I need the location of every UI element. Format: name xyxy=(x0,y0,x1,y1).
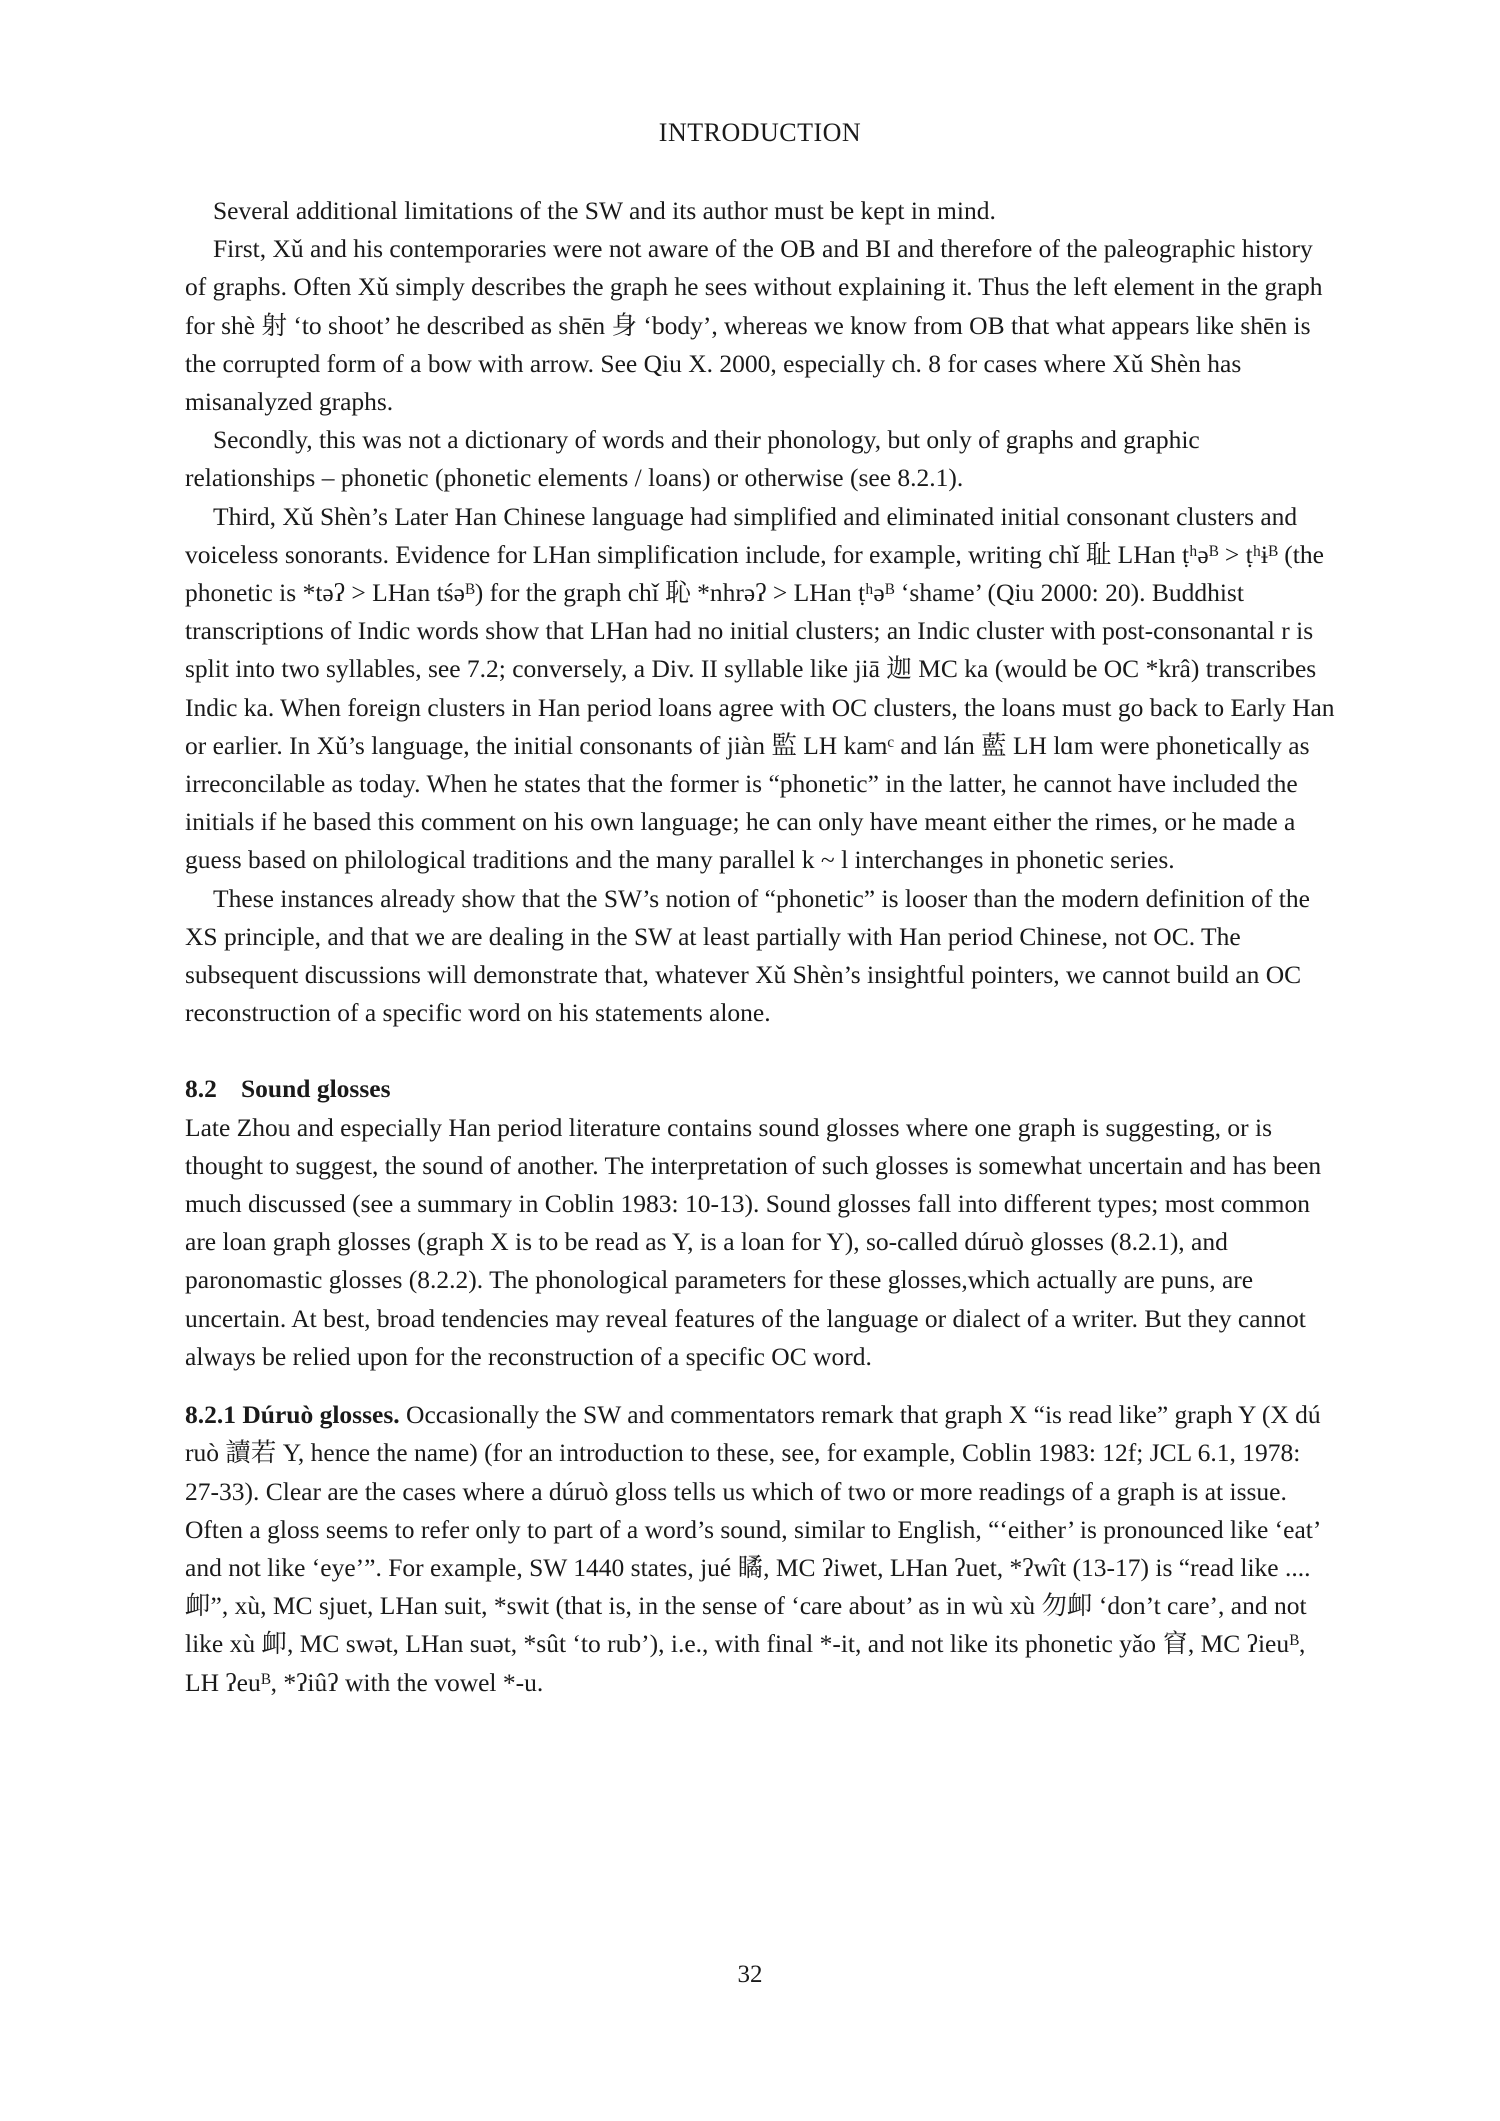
subsection-title: Dúruò glosses. xyxy=(242,1400,400,1430)
section-number: 8.2 xyxy=(185,1074,217,1104)
page-content xyxy=(185,118,1335,1702)
section-heading xyxy=(185,1070,1335,1108)
subsection-text: Occasionally the SW and commentators remark that graph X “is read like” graph Y (X dú ruò 讀若 Y, hence the name) (for an introduction to these, see, for example, Coblin 1983: 12f; JCL 6.1, 1978: 27-33). Clear are the cases where a dúruò gloss tells us which of two or more readings of a graph is at issue. Often a gloss seems to refer only to part of a word’s sound, similar to English, “‘either’ is pronounced like ‘eat’ and not like ‘eye’”. For example, SW 1440 states, jué 瞲, MC ʔiwet, LHan ʔuet, *ʔwît (13-17) is “read like .... 卹”, xù, MC sjuet, LHan suit, *swit (that is, in the sense of ‘care about’ as in wù xù 勿卹 ‘don’t care’, and not like xù 卹, MC swət, LHan suət, *sût ‘to rub’), i.e., with final *-it, and not like its phonetic yǎo 窅, MC ʔieuᴮ, LH ʔeuᴮ, *ʔiûʔ with the vowel *-u. xyxy=(185,1400,1321,1697)
section-title: Sound glosses xyxy=(241,1074,391,1104)
body-paragraph: Secondly, this was not a dictionary of words and their phonology, but only of graphs and graphic relationships – phonetic (phonetic elements / loans) or otherwise (see 8.2.1). xyxy=(185,425,1200,493)
running-head: INTRODUCTION xyxy=(658,118,862,147)
body-paragraph: Third, Xǔ Shèn’s Later Han Chinese language had simplified and eliminated initial consonant clusters and voiceless sonorants. Evidence for LHan simplification include, for example, writing chǐ 耻 LHan ṭʰəᴮ > ṭʰɨᴮ (the phonetic is *təʔ > LHan tśəᴮ) for the graph chǐ 恥 *nhrəʔ > LHan ṭʰəᴮ ‘shame’ (Qiu 2000: 20). Buddhist transcriptions of Indic words show that LHan had no initial clusters; an Indic cluster with post-consonantal r is split into two syllables, see 7.2; conversely, a Div. II syllable like jiā 迦 MC ka (would be OC *krâ) transcribes Indic ka. When foreign clusters in Han period loans agree with OC clusters, the loans must go back to Early Han or earlier. In Xǔ’s language, the initial consonants of jiàn 監 LH kamᶜ and lán 藍 LH lɑm were phonetically as irreconcilable as today. When he states that the former is “phonetic” in the latter, he cannot have included the initials if he based this comment on his own language; he can only have meant either the rimes, or he made a guess based on philological traditions and the many parallel k ~ l interchanges in phonetic series. xyxy=(185,501,1335,875)
body-paragraph: First, Xǔ and his contemporaries were not aware of the OB and BI and therefore of the paleographic history of graphs. Often Xǔ simply describes the graph he sees without explaining it. Thus the left element in the graph for shè 射 ‘to shoot’ he described as shēn 身 ‘body’, whereas we know from OB that what appears like shēn is the corrupted form of a bow with arrow. See Qiu X. 2000, especially ch. 8 for cases where Xǔ Shèn has misanalyzed graphs. xyxy=(185,234,1323,417)
page-number: 32 xyxy=(737,1961,763,1988)
body-paragraph: These instances already show that the SW’s notion of “phonetic” is looser than the modern definition of the XS principle, and that we are dealing in the SW at least partially with Han period Chinese, not OC. The subsequent discussions will demonstrate that, whatever Xǔ Shèn’s insightful pointers, we cannot build an OC reconstruction of a specific word on his statements alone. xyxy=(185,883,1310,1028)
section-paragraph: Late Zhou and especially Han period literature contains sound glosses where one graph is suggesting, or is thought to suggest, the sound of another. The interpretation of such glosses is somewhat uncertain and has been much discussed (see a summary in Coblin 1983: 10-13). Sound glosses fall into different types; most common are loan graph glosses (graph X is to be read as Y, is a loan for Y), so-called dúruò glosses (8.2.1), and paronomastic glosses (8.2.2). The phonological parameters for these glosses,which actually are puns, are uncertain. At best, broad tendencies may reveal features of the language or dialect of a writer. But they cannot always be relied upon for the reconstruction of a specific OC word. xyxy=(185,1112,1322,1371)
subsection-number: 8.2.1 xyxy=(185,1400,236,1430)
subsection-paragraph xyxy=(185,1396,1335,1702)
body-paragraph: Several additional limitations of the SW and its author must be kept in mind. xyxy=(213,196,996,225)
